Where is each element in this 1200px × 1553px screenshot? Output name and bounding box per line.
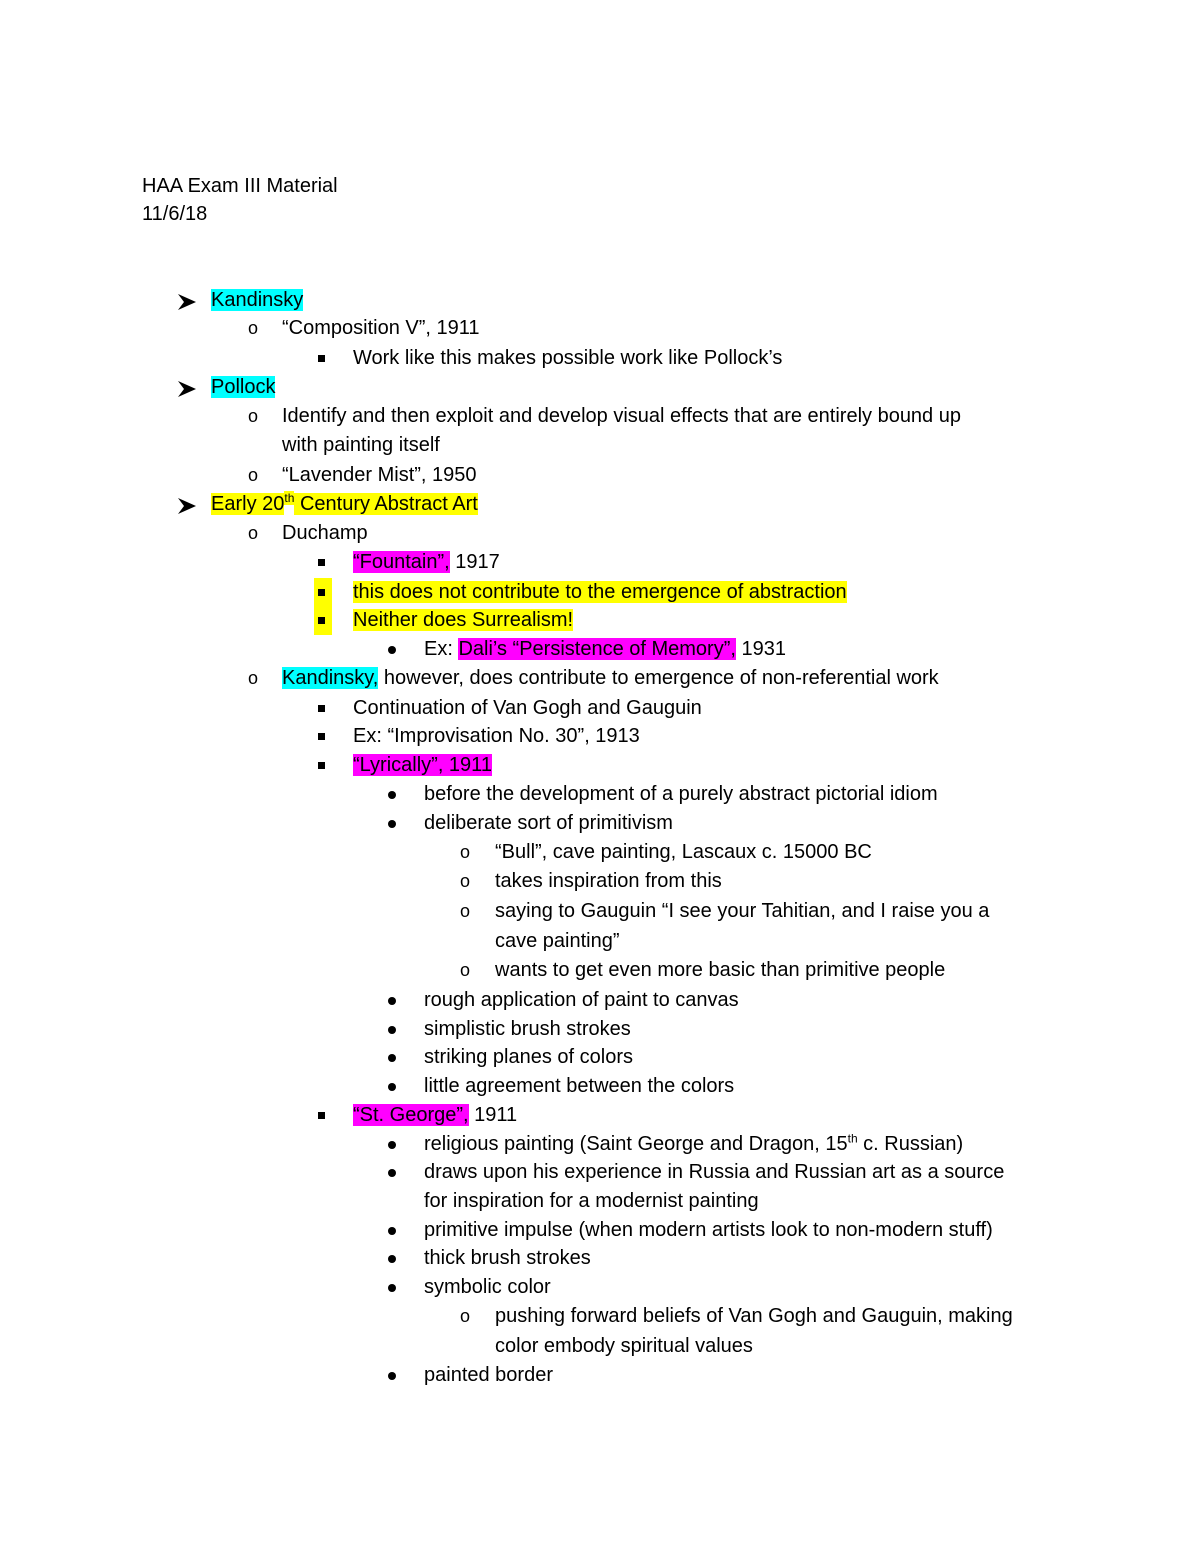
hollow-circle-bullet-icon: o <box>248 318 259 338</box>
text-run: “Bull”, cave painting, Lascaux c. 15000 BC <box>495 841 872 863</box>
outline-item <box>0 1216 1200 1245</box>
outline-item-text <box>282 519 368 548</box>
square-bullet-icon <box>314 548 332 577</box>
text-run: Work like this makes possible work like Pollock’s <box>353 347 783 369</box>
highlighted-text-cyan: Pollock <box>211 376 276 398</box>
text-run: Ex: “Improvisation No. 30”, 1913 <box>353 725 640 747</box>
highlighted-text-magenta: “St. George”, <box>353 1104 469 1126</box>
outline-item-text <box>424 1043 633 1072</box>
round-bullet-icon <box>388 1141 396 1149</box>
outline-item-text <box>495 927 620 956</box>
outline-item <box>0 780 1200 809</box>
outline-item <box>0 635 1200 664</box>
hollow-circle-bullet-icon: o <box>248 406 259 426</box>
outline-item-text <box>424 1244 591 1273</box>
outline-item <box>0 1043 1200 1072</box>
outline-item-text <box>353 606 573 635</box>
outline-item-text <box>424 809 673 838</box>
outline-item <box>0 809 1200 838</box>
outline-item-text <box>353 694 702 723</box>
outline-item <box>0 344 1200 373</box>
text-run: thick brush strokes <box>424 1247 591 1269</box>
text-run: c. Russian) <box>857 1133 964 1155</box>
text-run: 1931 <box>735 638 786 660</box>
round-bullet-icon <box>388 1284 396 1292</box>
hollow-circle-bullet-icon: o <box>460 901 471 921</box>
outline-item-text <box>495 838 872 867</box>
round-bullet-icon <box>388 1054 396 1062</box>
square-bullet-icon <box>314 722 332 751</box>
outline-item <box>0 548 1200 577</box>
outline-item <box>0 1273 1200 1302</box>
outline-item <box>0 1244 1200 1273</box>
text-run: 1917 <box>449 551 500 573</box>
text-run: Duchamp <box>282 522 368 544</box>
outline-item-text <box>353 751 492 780</box>
outline-item-text <box>353 344 782 373</box>
outline-item-text <box>424 1216 993 1245</box>
text-run: however, does contribute to emergence of non-referential work <box>378 667 939 689</box>
outline-item-text <box>353 578 847 607</box>
text-run: Ex: <box>424 638 459 660</box>
round-bullet-icon <box>388 646 396 654</box>
highlighted-text-magenta: “Fountain”, <box>353 551 450 573</box>
text-run: 1911 <box>468 1104 518 1126</box>
text-run: little agreement between the colors <box>424 1075 735 1097</box>
outline-continuation-line <box>0 431 1200 460</box>
outline-item <box>0 1302 1200 1331</box>
text-run: deliberate sort of primitivism <box>424 812 673 834</box>
outline-continuation-line <box>0 927 1200 956</box>
text-run: takes inspiration from this <box>495 870 722 892</box>
text-run: with painting itself <box>282 434 440 456</box>
document-date: 11/6/18 <box>142 203 208 225</box>
text-run: color embody spiritual values <box>495 1335 753 1357</box>
text-run: “Composition V”, 1911 <box>282 317 480 339</box>
arrowhead-bullet-icon <box>176 291 198 309</box>
round-bullet-icon <box>388 1083 396 1091</box>
square-bullet-icon <box>314 578 332 607</box>
outline-item <box>0 286 1200 315</box>
text-run: cave painting” <box>495 930 620 952</box>
round-bullet-icon <box>388 791 396 799</box>
highlighted-text-yellow: this does not contribute to the emergence of abstraction <box>353 581 847 603</box>
round-bullet-icon <box>388 997 396 1005</box>
text-run: religious painting (Saint George and Dragon, 15 <box>424 1133 848 1155</box>
square-bullet-icon <box>314 606 332 635</box>
text-run: Identify and then exploit and develop visual effects that are entirely bound up <box>282 405 961 427</box>
outline-item-text <box>424 1072 734 1101</box>
text-run: rough application of paint to canvas <box>424 989 739 1011</box>
outline-item <box>0 838 1200 867</box>
outline-item-text <box>495 956 945 985</box>
text-run: wants to get even more basic than primitive people <box>495 959 946 981</box>
text-run: symbolic color <box>424 1276 551 1298</box>
text-run: painted border <box>424 1364 553 1386</box>
outline-item-text <box>353 548 500 577</box>
square-bullet-icon <box>314 1101 332 1130</box>
square-bullet-icon <box>314 751 332 780</box>
outline-item <box>0 490 1200 519</box>
outline-item-text <box>353 1101 517 1130</box>
outline-item-text <box>282 664 939 693</box>
square-bullet-icon <box>314 344 332 373</box>
outline-item <box>0 751 1200 780</box>
outline-item-text <box>495 867 722 896</box>
text-run: draws upon his experience in Russia and Russian art as a source <box>424 1161 1005 1183</box>
outline-item-text <box>495 1332 753 1361</box>
outline-item <box>0 402 1200 431</box>
outline-item-text <box>282 402 961 431</box>
outline-item-text <box>424 635 786 664</box>
outline-item <box>0 314 1200 343</box>
outline-item <box>0 956 1200 985</box>
outline-item <box>0 664 1200 693</box>
outline-item-text <box>424 1015 631 1044</box>
outline-item-text <box>495 1302 1013 1331</box>
round-bullet-icon <box>388 1227 396 1235</box>
text-run: before the development of a purely abstract pictorial idiom <box>424 783 938 805</box>
outline-item <box>0 373 1200 402</box>
hollow-circle-bullet-icon: o <box>460 960 471 980</box>
round-bullet-icon <box>388 1255 396 1263</box>
outline-item <box>0 606 1200 635</box>
outline-item <box>0 1015 1200 1044</box>
hollow-circle-bullet-icon: o <box>460 1306 471 1326</box>
round-bullet-icon <box>388 1026 396 1034</box>
highlighted-text-yellow: th <box>284 491 295 506</box>
document-title: HAA Exam III Material <box>142 175 338 197</box>
highlighted-text-yellow: Neither does Surrealism! <box>353 609 574 631</box>
outline-item <box>0 986 1200 1015</box>
outline-item-text <box>424 780 938 809</box>
text-run: saying to Gauguin “I see your Tahitian, and I raise you a <box>495 900 990 922</box>
outline-item-text <box>282 314 480 343</box>
outline-item <box>0 1158 1200 1187</box>
outline-item <box>0 578 1200 607</box>
hollow-circle-bullet-icon: o <box>460 871 471 891</box>
outline-item-text <box>282 461 477 490</box>
outline-item <box>0 461 1200 490</box>
outline-item-text <box>424 1187 759 1216</box>
outline-item <box>0 867 1200 896</box>
text-run: pushing forward beliefs of Van Gogh and Gauguin, making <box>495 1305 1013 1327</box>
outline-item-text <box>424 986 739 1015</box>
outline-item <box>0 722 1200 751</box>
round-bullet-icon <box>388 1372 396 1380</box>
round-bullet-icon <box>388 1169 396 1177</box>
outline-item-text <box>424 1158 1004 1187</box>
outline-item-text <box>211 490 478 519</box>
text-run: Continuation of Van Gogh and Gauguin <box>353 697 702 719</box>
hollow-circle-bullet-icon: o <box>248 668 259 688</box>
hollow-circle-bullet-icon: o <box>248 465 259 485</box>
outline-item-text <box>353 722 640 751</box>
text-run: simplistic brush strokes <box>424 1018 631 1040</box>
text-run: “Lavender Mist”, 1950 <box>282 464 477 486</box>
highlighted-text-cyan: Kandinsky <box>211 289 304 311</box>
highlighted-text-cyan: Kandinsky, <box>282 667 379 689</box>
text-run: for inspiration for a modernist painting <box>424 1190 759 1212</box>
text-run: striking planes of colors <box>424 1046 633 1068</box>
hollow-circle-bullet-icon: o <box>460 842 471 862</box>
outline-continuation-line <box>0 1332 1200 1361</box>
text-run: primitive impulse (when modern artists look to non-modern stuff) <box>424 1219 993 1241</box>
outline-item <box>0 1101 1200 1130</box>
arrowhead-bullet-icon <box>176 495 198 513</box>
highlighted-text-magenta: “Lyrically”, 1911 <box>353 754 492 776</box>
outline-item-text <box>495 897 989 926</box>
outline-item-text <box>424 1273 551 1302</box>
outline-item <box>0 694 1200 723</box>
outline-item <box>0 1361 1200 1390</box>
outline-item-text <box>211 286 303 315</box>
outline-item-text <box>282 431 440 460</box>
hollow-circle-bullet-icon: o <box>248 523 259 543</box>
highlighted-text-magenta: Dali’s “Persistence of Memory”, <box>458 638 736 660</box>
outline-item <box>0 519 1200 548</box>
outline-item-text <box>424 1130 963 1159</box>
highlighted-text-yellow: Early 20 <box>211 493 285 515</box>
outline-continuation-line <box>0 1187 1200 1216</box>
outline-item <box>0 1130 1200 1159</box>
outline-item <box>0 897 1200 926</box>
arrowhead-bullet-icon <box>176 378 198 396</box>
round-bullet-icon <box>388 820 396 828</box>
outline-item-text <box>424 1361 553 1390</box>
outline-item-text <box>211 373 275 402</box>
highlighted-text-yellow: Century Abstract Art <box>294 493 478 515</box>
outline-item <box>0 1072 1200 1101</box>
square-bullet-icon <box>314 694 332 723</box>
text-run: th <box>847 1131 858 1146</box>
